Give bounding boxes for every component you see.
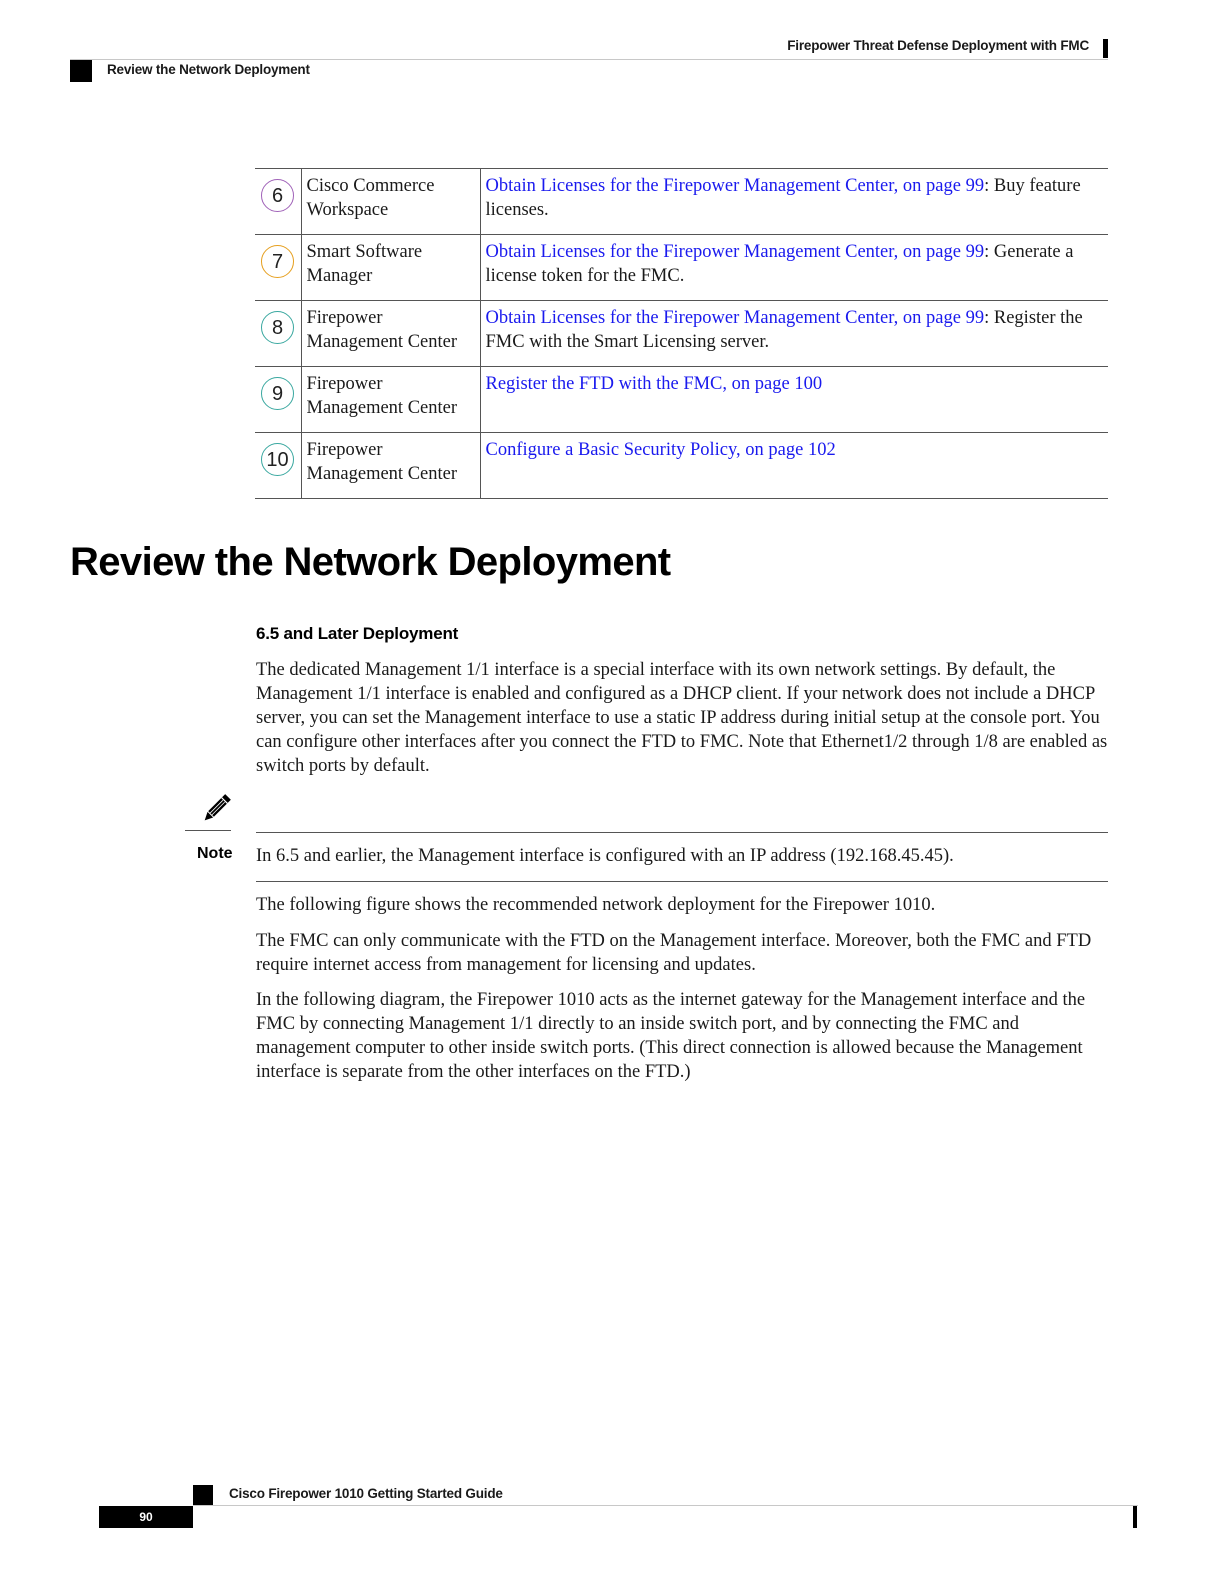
header-bar	[1103, 39, 1108, 58]
step-link[interactable]: Obtain Licenses for the Firepower Management Center, on page 99	[485, 176, 985, 196]
table-row	[255, 367, 1108, 433]
footer-marker	[193, 1485, 213, 1505]
step-description	[480, 235, 1108, 301]
table-row	[255, 169, 1108, 235]
step-link[interactable]: Obtain Licenses for the Firepower Management Center, on page 99	[485, 242, 985, 262]
footer-guide-title: Cisco Firepower 1010 Getting Started Guide	[229, 1486, 503, 1501]
step-number-badge: 9	[261, 377, 294, 410]
table-row	[255, 433, 1108, 499]
step-detail: : Generate a license token for the FMC.	[485, 242, 1074, 286]
running-header-section: Review the Network Deployment	[107, 62, 310, 77]
note-rule-top	[256, 832, 1108, 833]
header-rule	[70, 59, 1108, 60]
page-number: 90	[99, 1506, 193, 1528]
step-number-badge: 10	[261, 443, 294, 476]
step-link[interactable]: Register the FTD with the FMC, on page 100	[485, 374, 823, 394]
pencil-icon	[198, 791, 234, 827]
step-detail: : Buy feature licenses.	[485, 176, 1081, 220]
body-paragraph: In the following diagram, the Firepower 1010 acts as the internet gateway for the Management interface and the FMC by connecting Management 1/1 directly to an inside switch port, and by connecting the FMC and management computer to other inside switch ports. (This direct connection is allowed because the Management interface is separate from the other interfaces on the FTD.)	[256, 990, 1086, 1082]
subsection-title: 6.5 and Later Deployment	[256, 624, 459, 643]
note-text: In 6.5 and earlier, the Management interface is configured with an IP address (192.168.45.45).	[256, 846, 954, 866]
step-description	[480, 367, 1108, 433]
section-title: Review the Network Deployment	[70, 540, 671, 584]
body-paragraph: The FMC can only communicate with the FTD on the Management interface. Moreover, both the FMC and FTD require internet access from management for licensing and updates.	[256, 931, 1092, 975]
step-link[interactable]: Obtain Licenses for the Firepower Management Center, on page 99	[485, 308, 985, 328]
note-label: Note	[197, 845, 233, 862]
step-link[interactable]: Configure a Basic Security Policy, on page 102	[485, 440, 836, 460]
step-actor: Smart Software Manager	[301, 235, 480, 301]
running-header-chapter: Firepower Threat Defense Deployment with FMC	[787, 38, 1089, 53]
step-number-badge: 8	[261, 311, 294, 344]
step-number-badge: 6	[261, 179, 294, 212]
steps-table	[255, 168, 1108, 499]
step-actor: Cisco Commerce Workspace	[301, 169, 480, 235]
note-icon-rule	[185, 830, 231, 831]
step-detail: : Register the FMC with the Smart Licensing server.	[485, 308, 1083, 352]
footer-rule	[193, 1505, 1138, 1506]
step-actor: Firepower Management Center	[301, 301, 480, 367]
table-row	[255, 301, 1108, 367]
step-description	[480, 433, 1108, 499]
step-description	[480, 169, 1108, 235]
table-row	[255, 235, 1108, 301]
note-rule-bottom	[256, 881, 1108, 882]
footer-bar	[1133, 1506, 1137, 1528]
body-paragraph: The following figure shows the recommended network deployment for the Firepower 1010.	[256, 895, 936, 915]
step-actor: Firepower Management Center	[301, 433, 480, 499]
body-paragraph: The dedicated Management 1/1 interface is a special interface with its own network settings. By default, the Management 1/1 interface is enabled and configured as a DHCP client. If your network does not include a DHCP server, you can set the Management interface to use a static IP address during initial setup at the console port. You can configure other interfaces after you connect the FTD to FMC. Note that Ethernet1/2 through 1/8 are enabled as switch ports by default.	[256, 660, 1108, 776]
step-actor: Firepower Management Center	[301, 367, 480, 433]
header-section-marker	[70, 60, 92, 82]
step-number-badge: 7	[261, 245, 294, 278]
step-description	[480, 301, 1108, 367]
